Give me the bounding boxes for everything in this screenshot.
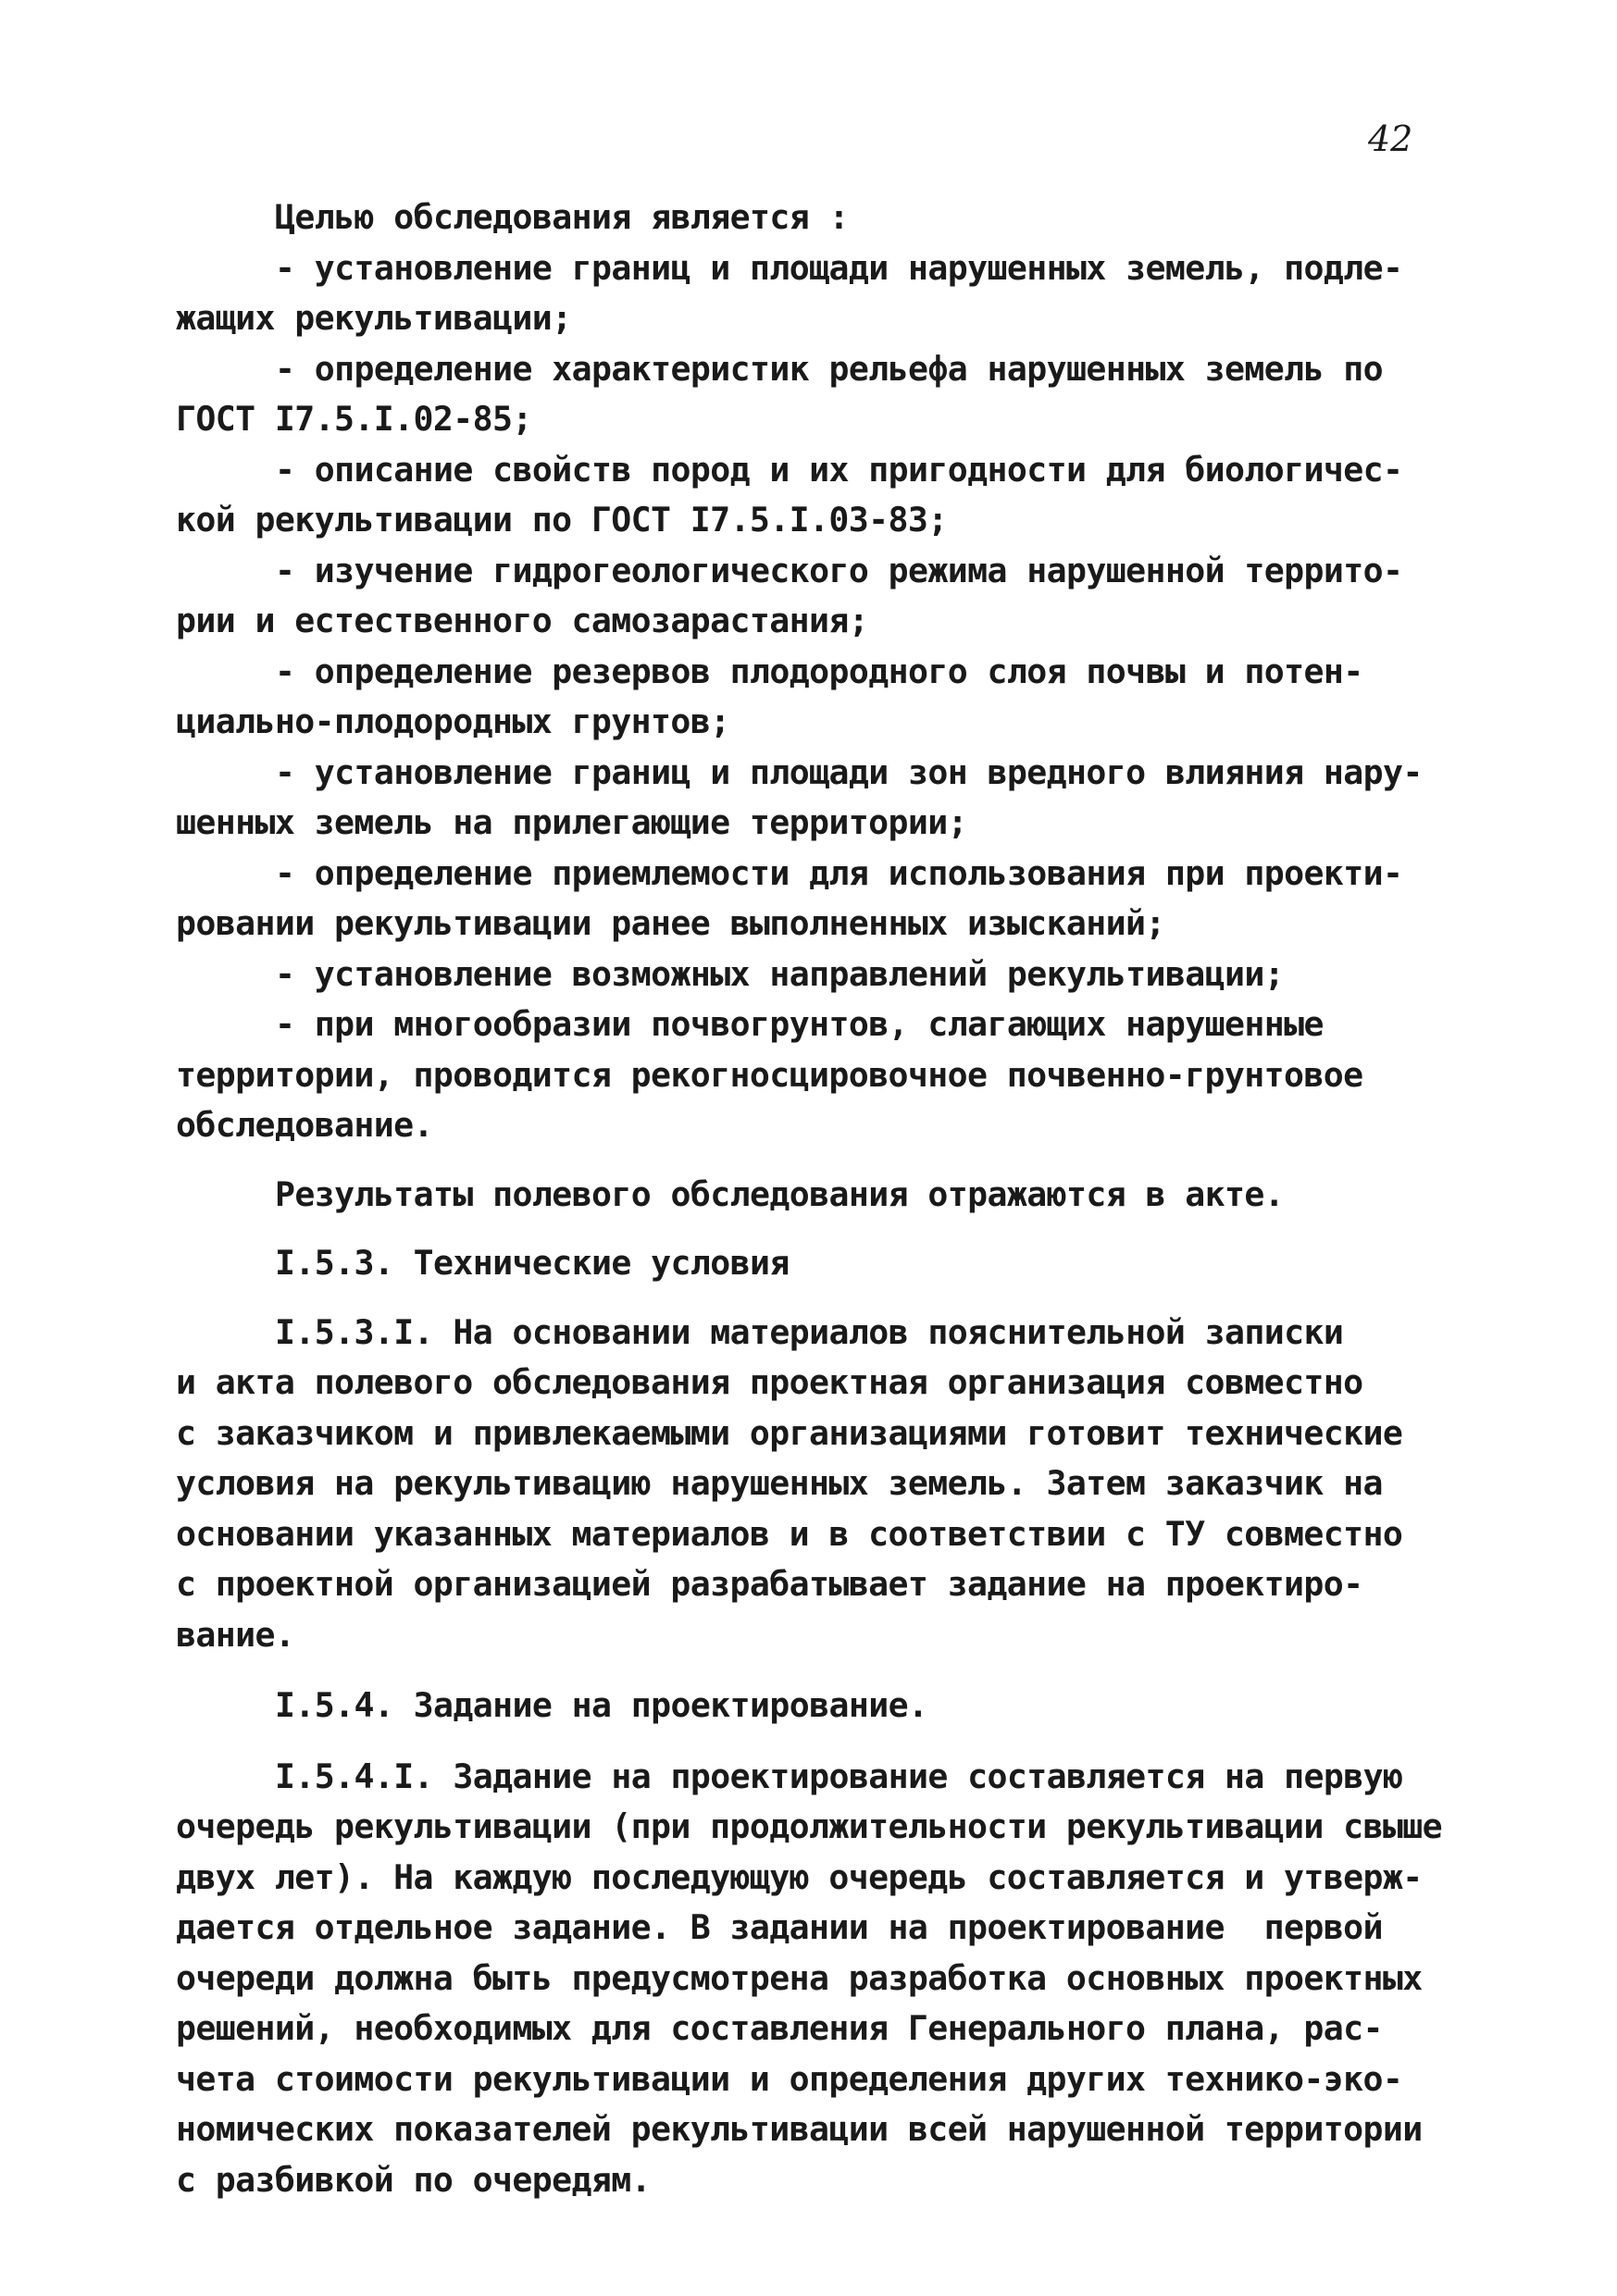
purpose-item-2-line-1: - определение характеристик рельефа нарушенных земель по	[275, 348, 1383, 389]
purpose-item-4-line-1: - изучение гидрогеологического режима нарушенной террито-	[275, 550, 1403, 590]
section-153-para-line-6: с проектной организацией разрабатывает задание на проектиро-	[176, 1564, 1363, 1604]
purpose-item-7-line-2: ровании рекультивации ранее выполненных изысканий;	[176, 903, 1165, 943]
purpose-item-6-line-1: - установление границ и площади зон вредного влияния нару-	[275, 751, 1423, 792]
section-154-para-line-7: чета стоимости рекультивации и определения других технико-эко-	[176, 2058, 1403, 2099]
section-153-para-line-1: I.5.3.I. На основании материалов пояснительной записки	[275, 1311, 1344, 1352]
section-154-para-line-8: номических показателей рекультивации всей нарушенной территории	[176, 2109, 1423, 2149]
document-body	[176, 192, 1472, 2205]
purpose-heading: Целью обследования является :	[275, 197, 849, 237]
purpose-item-5-line-2: циально-плодородных грунтов;	[176, 701, 730, 741]
section-153-para-line-2: и акта полевого обследования проектная организация совместно	[176, 1362, 1363, 1402]
purpose-item-3-line-1: - описание свойств пород и их пригодности для биологичес-	[275, 449, 1403, 490]
section-153-para-line-3: с заказчиком и привлекаемыми организациями готовит технические	[176, 1412, 1403, 1453]
purpose-item-9-line-3: обследование.	[176, 1105, 433, 1145]
section-154-para-line-6: решений, необходимых для составления Генерального плана, рас-	[176, 2008, 1383, 2048]
section-154-para-line-3: двух лет). На каждую последующую очередь составляется и утверж-	[176, 1856, 1423, 1897]
purpose-item-1-line-2: жащих рекультивации;	[176, 298, 572, 338]
section-153-para-line-7: вание.	[176, 1614, 295, 1655]
section-153-para-line-5: основании указанных материалов и в соответствии с ТУ совместно	[176, 1513, 1403, 1554]
section-154-para-line-5: очереди должна быть предусмотрена разработка основных проектных	[176, 1957, 1423, 1998]
purpose-item-7-line-1: - определение приемлемости для использования при проекти-	[275, 852, 1403, 893]
purpose-item-9-line-1: - при многообразии почвогрунтов, слагающих нарушенные	[275, 1004, 1324, 1044]
purpose-item-1-line-1: - установление границ и площади нарушенных земель, подле-	[275, 247, 1403, 288]
section-154-para-line-9: с разбивкой по очередям.	[176, 2159, 651, 2200]
purpose-item-3-line-2: кой рекультивации по ГОСТ I7.5.I.03-83;	[176, 500, 948, 540]
purpose-item-2-line-2: ГОСТ I7.5.I.02-85;	[176, 399, 532, 439]
purpose-item-8-line-1: - установление возможных направлений рекультивации;	[275, 953, 1285, 994]
purpose-item-5-line-1: - определение резервов плодородного слоя почвы и потен-	[275, 651, 1363, 691]
section-154-para-line-2: очередь рекультивации (при продолжительности рекультивации свыше	[176, 1806, 1442, 1846]
purpose-item-9-line-2: территории, проводится рекогносцировочное почвенно-грунтовое	[176, 1054, 1363, 1095]
section-154-heading: I.5.4. Задание на проектирование.	[275, 1685, 928, 1725]
section-154-para-line-1: I.5.4.I. Задание на проектирование составляется на первую	[275, 1756, 1403, 1796]
results-line: Результаты полевого обследования отражаются в акте.	[275, 1173, 1285, 1214]
section-153-heading: I.5.3. Технические условия	[275, 1243, 790, 1283]
section-154-para-line-4: дается отдельное задание. В задании на проектирование первой	[176, 1907, 1383, 1947]
purpose-item-6-line-2: шенных земель на прилегающие территории;	[176, 802, 967, 842]
section-153-para-line-4: условия на рекультивацию нарушенных земель. Затем заказчик на	[176, 1463, 1383, 1503]
page-number: 42	[1368, 118, 1413, 159]
purpose-item-4-line-2: рии и естественного самозарастания;	[176, 601, 869, 640]
